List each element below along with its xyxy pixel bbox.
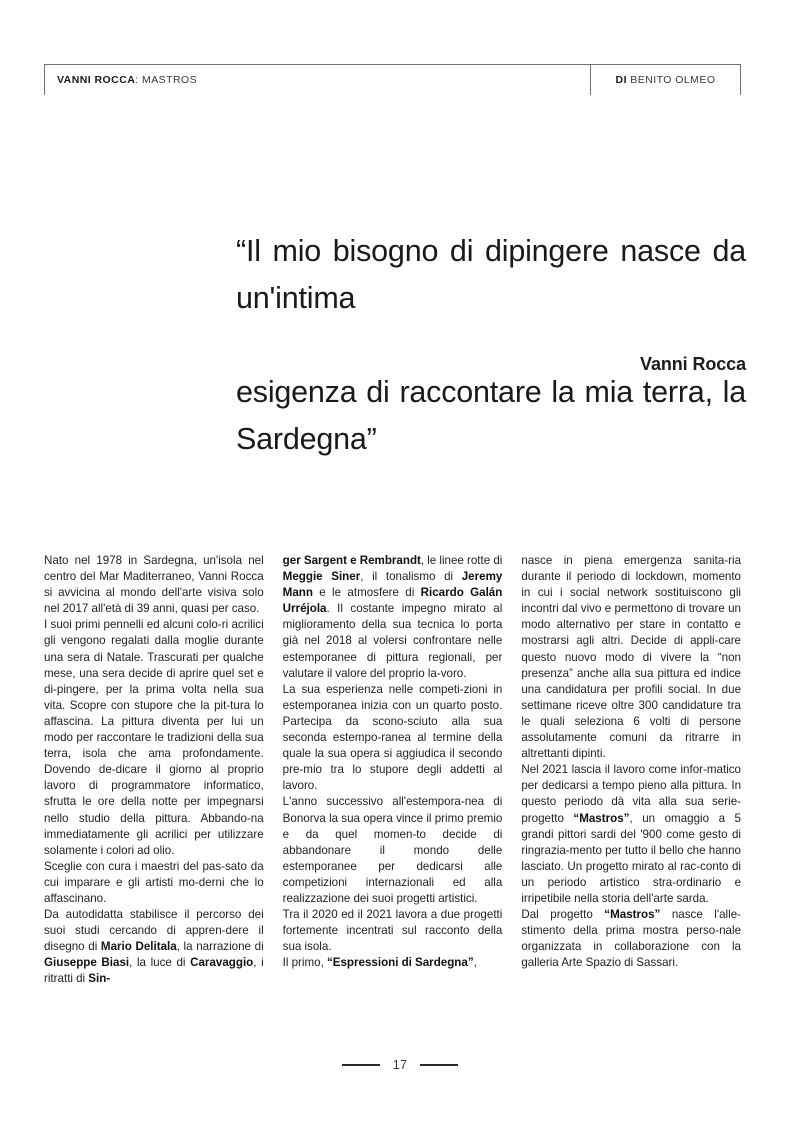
text-run: Dal progetto — [521, 908, 605, 922]
running-head-author-cell — [590, 65, 741, 95]
emphasis-name: Mario Delitala — [100, 940, 177, 954]
page-title — [236, 228, 746, 463]
article-body — [44, 553, 741, 988]
byline: Vanni Rocca — [640, 354, 746, 374]
running-head-author-credit — [616, 74, 716, 86]
text-column-1 — [44, 553, 264, 988]
text-run: nasce l'alle-stimento della prima mostra perso-nale organizzata in collaborazione con la galleria Arte Spazio di Sassari. — [521, 908, 742, 970]
text-run: La sua esperienza nelle competi-zioni in estemporanea inizia con un quarto posto. Partecipa da scono-sciuto alla sua seconda estempo-ranea al termine della quale la sua opera si aggiudica il secondo pre-mio tra lo stupore degli addetti al lavoro. — [282, 682, 503, 793]
running-head-article-title — [57, 74, 197, 86]
page-footer — [0, 1058, 800, 1072]
text-run: Tra il 2020 ed il 2021 lavora a due progetti fortemente incentrati sul racconto della sua isola. — [282, 908, 503, 954]
paragraph — [283, 682, 503, 795]
text-run: , — [473, 956, 477, 970]
text-run: e le atmosfere di — [312, 586, 421, 600]
text-run: , la narrazione di — [176, 940, 264, 954]
paragraph — [521, 907, 741, 971]
running-head-author-name: BENITO OLMEO — [626, 74, 716, 86]
folio-rule-right — [420, 1064, 458, 1066]
emphasis-name: ger Sargent e Rembrandt — [282, 554, 421, 567]
text-run: . Il costante impegno mirato al miglioramento della sua tecnica lo porta già nel 2018 al volersi confrontare nelle estemporanee di pittura regionali, per valutare il valore del proprio la-voro. — [282, 602, 503, 680]
folio-rule-left — [342, 1064, 380, 1066]
paragraph — [283, 794, 503, 907]
emphasis-name: “Espressioni di Sardegna” — [326, 956, 474, 970]
paragraph — [44, 859, 264, 907]
paragraph — [283, 955, 503, 971]
running-head-article-name: VANNI ROCCA — [57, 74, 136, 86]
paragraph — [521, 553, 741, 762]
text-run: , le linee rotte di — [420, 554, 503, 567]
text-run: Nato nel 1978 in Sardegna, un'isola nel centro del Mar Maditerraneo, Vanni Rocca si avvicina al mondo dell'arte visiva solo nel 2017 all'età di 39 anni, quasi per caso. — [44, 554, 264, 616]
emphasis-name: Sin- — [88, 972, 111, 986]
headline-line-1: “Il mio bisogno di dipingere nasce da un'intima — [236, 234, 746, 315]
running-head-article-subtitle: : MASTROS — [135, 74, 198, 86]
paragraph — [44, 617, 264, 858]
text-run: Da autodidatta stabilisce il percorso dei suoi studi cercando di appren-dere il disegno di — [44, 908, 264, 954]
emphasis-name: Giuseppe Biasi — [44, 956, 130, 970]
text-run: Sceglie con cura i maestri del pas-sato da cui imparare e gli artisti mo-derni che lo affascinano. — [44, 859, 264, 905]
text-column-3 — [521, 553, 741, 988]
text-run: L'anno successivo all'estempora-nea di Bonorva la sua opera vince il primo premio e da quel momen-to decide di abbandonare il mondo delle estemporanee per dedicarsi alle competizioni internazionali ed alla realizzazione dei suoi progetti artistici. — [282, 795, 503, 905]
running-head-by-label: DI — [615, 74, 627, 86]
text-run: , i ritratti di — [44, 956, 264, 986]
emphasis-name: Jeremy Mann — [282, 570, 503, 600]
emphasis-name: “Mastros” — [573, 811, 630, 825]
text-run: , la luce di — [129, 956, 191, 970]
paragraph — [44, 907, 264, 987]
text-run: Il primo, — [282, 956, 327, 970]
emphasis-name: Ricardo Galán Urréjola — [282, 586, 503, 616]
emphasis-name: “Mastros” — [604, 908, 661, 922]
text-run: nasce in piena emergenza sanita-ria durante il periodo di lockdown, momento in cui i social network sostituiscono gli incontri dal vivo e permettono di trovare un modo alternativo per stare in contatto e mostrarsi agli altri. Decide di appli-care questo nuovo modo di vivere la “non presenza” anche alla sua pittura ed indice una candidatura per profili social. In due settimane riceve oltre 300 candidature tra le quali seleziona 6 volti di persone assolutamente comuni da ritrarre in altrettanti dipinti. — [521, 554, 742, 761]
emphasis-name: Meggie Siner — [282, 570, 361, 584]
page-number: 17 — [392, 1058, 408, 1072]
text-run: , un omaggio a 5 grandi pittori sardi del '900 come gesto di ringrazia-mento per tutto il bello che hanno lasciato. Un progetto mirato al rac-conto di un periodo artistico stra-ordinario e irripetibile nella storia dell'arte sarda. — [521, 811, 742, 905]
running-head-article-cell — [44, 65, 590, 95]
text-column-2 — [283, 553, 503, 988]
paragraph — [44, 553, 264, 617]
paragraph — [283, 907, 503, 955]
paragraph — [521, 762, 741, 907]
text-run: , il tonalismo di — [360, 570, 462, 584]
running-head — [44, 64, 741, 95]
paragraph — [283, 553, 503, 682]
text-run: I suoi primi pennelli ed alcuni colo-ri acrilici gli vengono regalati dalla moglie durante una sera di Natale. Trascurati per qualche mese, una sera decide di aprire quel set e di-pingere, per la prima volta nella sua vita. Scopre con stupore che la pit-tura lo affascina. La pittura diventa per lui un modo per raccontare le tradizioni della sua terra, isola che ama profondamente. Dovendo de-dicare il giorno al proprio lavoro di programmatore informatico, sfrutta le ore della notte per impegnarsi nello studio della pittura. Abbando-na immediatamente gli acrilici per utilizzare solamente i colori ad olio. — [44, 618, 264, 857]
headline-line-2: esigenza di raccontare la mia terra, la Sardegna” — [236, 375, 746, 456]
emphasis-name: Caravaggio — [190, 956, 254, 970]
text-run: Nel 2021 lascia il lavoro come infor-matico per dedicarsi a tempo pieno alla pittura. In questo periodo dà vita alla sua serie-progetto — [521, 763, 742, 825]
